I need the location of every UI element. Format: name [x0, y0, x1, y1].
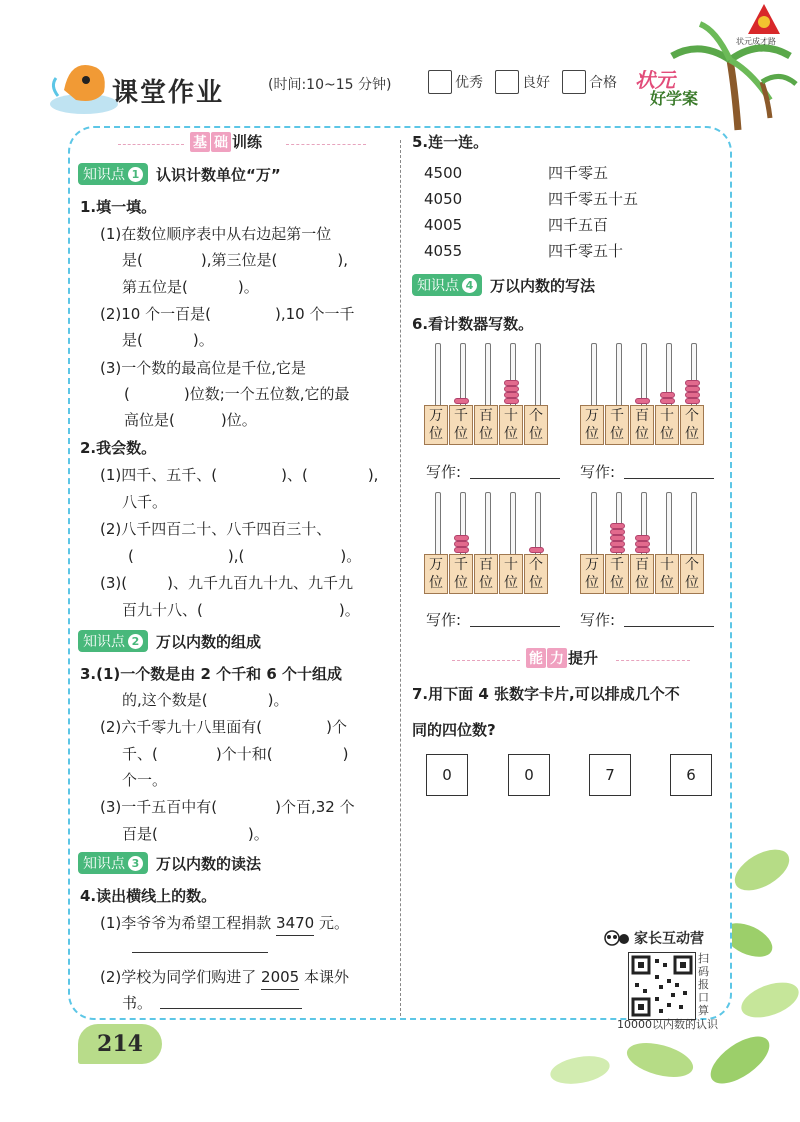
place-suffix: 位 — [454, 426, 468, 442]
place-suffix: 位 — [635, 426, 649, 442]
abacus-rod — [535, 343, 541, 407]
abacus-bead — [454, 398, 469, 404]
kp-title: 万以内数的读法 — [156, 854, 262, 873]
abacus-bead — [610, 541, 625, 547]
abacus-bead — [635, 535, 650, 541]
place-suffix: 位 — [479, 575, 493, 591]
q1-line: ( )位数;一个五位数,它的最 — [124, 385, 350, 403]
abacus-bead — [635, 398, 650, 404]
number-card[interactable]: 7 — [589, 754, 631, 796]
kp-badge: 知识点 4 — [412, 274, 482, 296]
answer-line[interactable] — [132, 952, 268, 953]
abacus-bead — [610, 523, 625, 529]
q4-title: 4.读出横线上的数。 — [80, 887, 217, 905]
kp-badge: 知识点 3 — [78, 852, 148, 874]
q1-line: (2)10 个一百是( ),10 个一千 — [100, 305, 355, 323]
q3-line: (3)一千五百中有( )个百,32 个 — [100, 798, 355, 816]
place-name: 百 — [479, 557, 493, 573]
rating-checkbox[interactable] — [428, 70, 452, 94]
kp-title: 万以内数的写法 — [490, 276, 596, 295]
q4-line: (2)学校为同学们购进了 2005 本课外 — [100, 965, 349, 990]
place-value-cell — [580, 405, 604, 445]
abacus — [580, 343, 705, 447]
rating-pass[interactable] — [562, 70, 617, 94]
abacus-rod — [616, 343, 622, 407]
abacus — [424, 492, 549, 596]
write-label: 写作: — [426, 611, 462, 629]
place-value-cell — [680, 554, 704, 594]
place-value-cell — [580, 554, 604, 594]
abacus-bead — [610, 535, 625, 541]
place-suffix: 位 — [479, 426, 493, 442]
q5-right-list — [548, 160, 638, 264]
place-name: 万 — [429, 557, 443, 573]
kp-badge: 知识点 2 — [78, 630, 148, 652]
match-right-item[interactable]: 四千零五 — [548, 164, 609, 182]
place-name: 千 — [610, 408, 624, 424]
brand-subtitle: 好学案 — [650, 89, 699, 108]
abacus-bead — [610, 547, 625, 553]
q2-text: (2)八千四百二十、八千四百三十、 — [100, 520, 332, 538]
place-suffix: 位 — [529, 575, 543, 591]
place-name: 个 — [529, 408, 543, 424]
q3-text: 个一。 — [122, 771, 168, 789]
abacus-bead — [610, 529, 625, 535]
abacus-bead — [454, 535, 469, 541]
q1-text: (1)在数位顺序表中从右边起第一位 — [100, 225, 332, 243]
column-divider — [400, 140, 401, 1016]
abacus-rod — [666, 492, 672, 556]
ability-header — [526, 647, 598, 668]
section-title: 训练 — [232, 133, 263, 151]
abacus-bead — [685, 392, 700, 398]
place-suffix: 位 — [610, 426, 624, 442]
brand-logo-icon — [748, 4, 780, 34]
place-suffix: 位 — [429, 575, 443, 591]
section-tag: 基 — [190, 132, 210, 152]
place-name: 十 — [660, 408, 674, 424]
place-suffix: 位 — [585, 575, 599, 591]
place-value-cell — [630, 405, 654, 445]
place-name: 万 — [585, 408, 599, 424]
abacus-bead — [454, 547, 469, 553]
place-value-cell — [605, 405, 629, 445]
abacus-rod — [691, 492, 697, 556]
parents-title: 家长互动营 — [634, 931, 704, 947]
place-name: 千 — [454, 408, 468, 424]
place-value-cell — [630, 554, 654, 594]
place-value-cell — [424, 405, 448, 445]
abacus-bead — [504, 380, 519, 386]
rating-checkbox[interactable] — [562, 70, 586, 94]
q5-title: 5.连一连。 — [412, 133, 489, 151]
abacus-bead — [685, 398, 700, 404]
q7-line: 7.用下面 4 张数字卡片,可以排成几个不 — [412, 685, 680, 703]
q7-line: 同的四位数? — [412, 721, 496, 739]
place-value-cell — [474, 405, 498, 445]
q2-line: (1)四千、五千、( )、( ), — [100, 466, 379, 484]
place-suffix: 位 — [529, 426, 543, 442]
place-name: 万 — [429, 408, 443, 424]
place-suffix: 位 — [504, 575, 518, 591]
section-line — [452, 660, 520, 662]
q3-line: 百是( )。 — [122, 825, 269, 843]
knowledge-point-1 — [78, 163, 281, 185]
answer-line[interactable] — [470, 626, 560, 627]
rating-checkbox[interactable] — [495, 70, 519, 94]
rating-excellent[interactable] — [428, 70, 483, 94]
abacus-rod — [591, 343, 597, 407]
place-suffix: 位 — [454, 575, 468, 591]
rating-good[interactable] — [495, 70, 550, 94]
brand-name: 状元 — [635, 68, 675, 92]
q6-title: 6.看计数器写数。 — [412, 315, 534, 333]
place-suffix: 位 — [685, 575, 699, 591]
place-value-cell — [524, 554, 548, 594]
place-name: 十 — [660, 557, 674, 573]
q1-line: 第五位是( )。 — [122, 278, 259, 296]
match-left-item[interactable]: 4500 — [424, 164, 463, 182]
q3-line: 3.(1)一个数是由 2 个千和 6 个十组成 — [80, 665, 343, 683]
abacus — [580, 492, 705, 596]
q1-line: 是( )。 — [122, 331, 214, 349]
abacus-bead — [529, 547, 544, 553]
write-label: 写作: — [426, 463, 462, 481]
kp-title: 认识计数单位“万” — [156, 165, 281, 184]
place-value-cell — [655, 554, 679, 594]
section-line — [118, 144, 184, 146]
q1-title: 1.填一填。 — [80, 198, 157, 216]
time-limit: (时间:10~15 分钟) — [268, 77, 392, 93]
qr-code-icon — [629, 953, 695, 1019]
chapter-label: 10000以内数的认识 — [617, 1018, 718, 1031]
abacus — [424, 343, 549, 447]
abacus-rod — [485, 343, 491, 407]
place-value-cell — [474, 554, 498, 594]
place-name: 个 — [529, 557, 543, 573]
qr-caption: 扫码报口算 — [698, 952, 709, 1017]
answer-line[interactable] — [160, 1008, 302, 1009]
abacus-bead — [454, 541, 469, 547]
place-name: 个 — [685, 408, 699, 424]
q2-line: (3)( )、九千九百九十九、九千九 — [100, 574, 353, 592]
q5-left-list — [424, 160, 462, 264]
place-suffix: 位 — [660, 426, 674, 442]
page-number: 214 — [78, 1024, 162, 1064]
q2-line: ( ),( )。 — [128, 547, 362, 565]
match-right-item[interactable]: 四千五百 — [548, 216, 609, 234]
rating-label: 合格 — [589, 75, 617, 91]
q1-line: 高位是( )位。 — [124, 411, 257, 429]
palm-tree-icon — [672, 24, 796, 130]
place-suffix: 位 — [660, 575, 674, 591]
place-name: 十 — [504, 557, 518, 573]
place-value-cell — [680, 405, 704, 445]
panda-icon — [604, 930, 630, 946]
abacus-bead — [660, 398, 675, 404]
place-suffix: 位 — [504, 426, 518, 442]
write-label: 写作: — [580, 611, 616, 629]
place-name: 个 — [685, 557, 699, 573]
answer-line[interactable] — [624, 626, 714, 627]
place-value-cell — [499, 405, 523, 445]
place-suffix: 位 — [429, 426, 443, 442]
abacus-rod — [485, 492, 491, 556]
abacus-rod — [510, 492, 516, 556]
q2-title: 2.我会数。 — [80, 439, 157, 457]
abacus-bead — [504, 398, 519, 404]
knowledge-point-3 — [78, 852, 261, 874]
match-left-item[interactable]: 4055 — [424, 242, 463, 260]
place-suffix: 位 — [610, 575, 624, 591]
parents-interaction — [604, 928, 704, 948]
place-value-cell — [449, 405, 473, 445]
place-name: 百 — [479, 408, 493, 424]
match-left-item[interactable]: 4005 — [424, 216, 463, 234]
section-tag: 力 — [547, 648, 567, 668]
place-suffix: 位 — [685, 426, 699, 442]
place-value-cell — [605, 554, 629, 594]
q3-line: 的,这个数是( )。 — [122, 691, 289, 709]
place-name: 百 — [635, 408, 649, 424]
write-label: 写作: — [580, 463, 616, 481]
fox-mascot-icon — [50, 65, 118, 114]
number-card[interactable]: 0 — [426, 754, 468, 796]
section-line — [616, 660, 690, 662]
match-left-item[interactable]: 4050 — [424, 190, 463, 208]
rating-label: 优秀 — [455, 75, 483, 91]
section-line — [286, 144, 366, 146]
place-name: 百 — [635, 557, 649, 573]
abacus-rod — [591, 492, 597, 556]
q1-text: (3)一个数的最高位是千位,它是 — [100, 359, 307, 377]
q4-line: 书。 — [122, 994, 153, 1012]
place-suffix: 位 — [635, 575, 649, 591]
match-right-item[interactable]: 四千零五十五 — [548, 190, 639, 208]
place-name: 千 — [610, 557, 624, 573]
q2-text: 八千。 — [122, 493, 168, 511]
section-tag: 础 — [211, 132, 231, 152]
abacus-bead — [635, 547, 650, 553]
q4-line: (1)李爷爷为希望工程捐款 3470 元。 — [100, 911, 349, 936]
abacus-bead — [685, 380, 700, 386]
q2-line: 百九十八、( )。 — [122, 601, 360, 619]
q3-line: (2)六千零九十八里面有( )个 — [100, 718, 347, 736]
logo-caption: 状元成才路 — [736, 37, 776, 46]
place-name: 千 — [454, 557, 468, 573]
q3-line: 千、( )个十和( ) — [122, 745, 349, 763]
place-value-cell — [499, 554, 523, 594]
kp-badge: 知识点 1 — [78, 163, 148, 185]
abacus-bead — [504, 392, 519, 398]
q1-line: 是( ),第三位是( ), — [122, 251, 348, 269]
abacus-bead — [685, 386, 700, 392]
abacus-bead — [660, 392, 675, 398]
knowledge-point-4 — [412, 274, 595, 296]
place-name: 十 — [504, 408, 518, 424]
answer-line[interactable] — [470, 478, 560, 479]
section-title: 提升 — [568, 649, 599, 667]
place-value-cell — [524, 405, 548, 445]
place-value-cell — [655, 405, 679, 445]
basic-training-header — [190, 131, 262, 152]
abacus-rod — [435, 343, 441, 407]
match-right-item[interactable]: 四千零五十 — [548, 242, 624, 260]
place-suffix: 位 — [585, 426, 599, 442]
abacus-bead — [504, 386, 519, 392]
number-card[interactable]: 0 — [508, 754, 550, 796]
qr-code[interactable] — [628, 952, 696, 1020]
knowledge-point-2 — [78, 630, 261, 652]
header-title: 课堂作业 — [112, 78, 225, 108]
number-card[interactable]: 6 — [670, 754, 712, 796]
answer-line[interactable] — [624, 478, 714, 479]
section-tag: 能 — [526, 648, 546, 668]
rating-label: 良好 — [522, 75, 550, 91]
abacus-bead — [635, 541, 650, 547]
place-value-cell — [424, 554, 448, 594]
abacus-rod — [435, 492, 441, 556]
place-value-cell — [449, 554, 473, 594]
place-name: 万 — [585, 557, 599, 573]
kp-title: 万以内数的组成 — [156, 632, 262, 651]
